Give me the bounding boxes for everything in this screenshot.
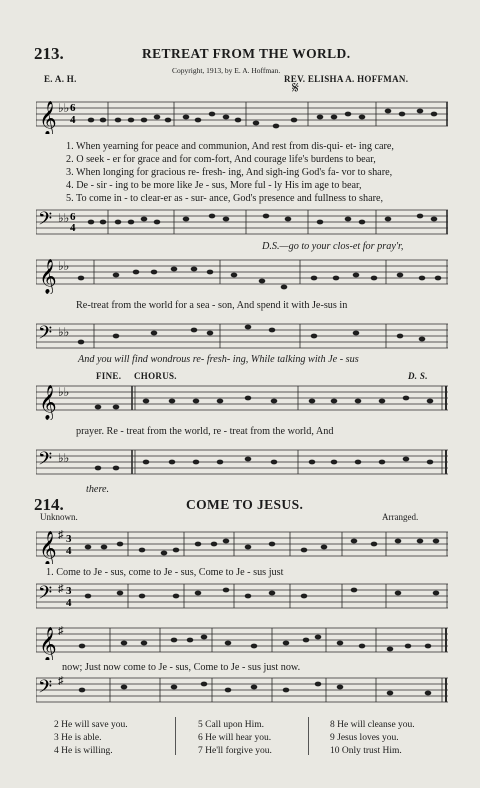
- bass-staff-3: [36, 438, 448, 478]
- line2-lyric: Re-treat from the world for a sea - son, And spend it with Je-sus in: [76, 300, 348, 311]
- svg-text:♭♭: ♭♭: [58, 325, 70, 339]
- stanza-item: 7 He'll forgive you.: [198, 746, 272, 756]
- verse-line-3: 3. When longing for gracious re- fresh- ing, And sigh-ing God's fa- vor to share,: [66, 167, 393, 178]
- svg-text:6: 6: [70, 211, 76, 223]
- music-composer: REV. ELISHA A. HOFFMAN.: [284, 74, 409, 84]
- svg-text:3: 3: [66, 585, 72, 597]
- svg-text:♯: ♯: [58, 583, 64, 595]
- hymn-title: COME TO JESUS.: [186, 497, 304, 512]
- stanza-item: 6 He will hear you.: [198, 733, 272, 743]
- music-arranger: Arranged.: [382, 512, 419, 522]
- stanza-divider: [175, 717, 176, 755]
- bass-clef-icon: 𝄢: [38, 676, 53, 701]
- svg-text:4: 4: [66, 545, 72, 557]
- svg-text:♭♭: ♭♭: [58, 259, 70, 273]
- stanza-item: 9 Jesus loves you.: [330, 733, 399, 743]
- bass-staff-1: [36, 202, 448, 238]
- svg-text:4: 4: [70, 114, 76, 126]
- hymn-number: 214.: [34, 495, 64, 514]
- bass-clef-icon: 𝄢: [38, 582, 53, 607]
- fine-marker: FINE.: [96, 371, 122, 381]
- treble-clef-icon: 𝄞: [39, 386, 57, 419]
- words-author: Unknown.: [40, 512, 78, 522]
- svg-text:4: 4: [70, 222, 76, 234]
- treble-clef-icon: 𝄞: [39, 628, 57, 660]
- stanza-item: 2 He will save you.: [54, 720, 128, 730]
- treble-staff-1: [36, 98, 448, 134]
- hymn-title: RETREAT FROM THE WORLD.: [142, 46, 351, 61]
- bass-staff-2: [36, 312, 448, 352]
- segno-sign: 𝄋: [292, 80, 299, 97]
- stanza-item: 8 He will cleanse you.: [330, 720, 415, 730]
- svg-text:♯: ♯: [58, 675, 64, 687]
- treble-staff-5: [36, 620, 448, 660]
- bass-clef-icon: 𝄢: [38, 448, 53, 473]
- line2-italic-lyric: And you will find wondrous re- fresh- ing, While talking with Je - sus: [78, 354, 359, 365]
- hymn214-line1-lyric: 1. Come to Je - sus, come to Je - sus, Come to Je - sus just: [46, 567, 284, 578]
- bass-clef-icon: 𝄢: [38, 322, 53, 347]
- svg-text:♭♭: ♭♭: [58, 101, 70, 115]
- words-author: E. A. H.: [44, 74, 77, 84]
- ds-marker: D. S.: [408, 371, 428, 381]
- ds-lyric: D.S.—go to your clos-et for pray'r,: [262, 241, 404, 252]
- stanza-item: 3 He is able.: [54, 733, 102, 743]
- chorus-marker: CHORUS.: [134, 371, 177, 381]
- treble-clef-icon: 𝄞: [39, 260, 57, 293]
- stanza-item: 4 He is willing.: [54, 746, 113, 756]
- svg-text:♭♭: ♭♭: [58, 451, 70, 465]
- svg-text:♭♭: ♭♭: [58, 211, 70, 225]
- svg-text:♯: ♯: [58, 625, 64, 637]
- svg-text:4: 4: [66, 597, 72, 609]
- copyright-notice: Copyright, 1913, by E. A. Hoffman.: [172, 66, 281, 75]
- stanza-column-1: [54, 719, 174, 758]
- treble-clef-icon: 𝄞: [39, 532, 57, 564]
- bass-staff-4: [36, 578, 448, 614]
- bass-staff-5: [36, 672, 448, 708]
- treble-staff-2: [36, 254, 448, 294]
- hymn-number: 213.: [34, 44, 64, 63]
- svg-text:6: 6: [70, 102, 76, 114]
- verse-line-4: 4. De - sir - ing to be more like Je - sus, More ful - ly His im age to bear,: [66, 180, 362, 191]
- stanza-divider: [308, 717, 309, 755]
- line3-italic-lyric: there.: [86, 484, 110, 495]
- treble-staff-4: [36, 524, 448, 564]
- svg-text:3: 3: [66, 533, 72, 545]
- verse-line-2: 2. O seek - er for grace and for com-fort, And courage life's burdens to bear,: [66, 154, 376, 165]
- hymn214-line2-lyric: now; Just now come to Je - sus, Come to Je - sus just now.: [62, 662, 301, 673]
- treble-staff-3: [36, 380, 448, 420]
- svg-text:♯: ♯: [58, 529, 64, 541]
- stanza-column-2: [198, 719, 308, 758]
- stanza-column-3: [330, 719, 450, 758]
- bass-clef-icon: 𝄢: [38, 208, 53, 233]
- stanza-item: 5 Call upon Him.: [198, 720, 264, 730]
- verse-line-1: 1. When yearning for peace and communion, And rest from dis-qui- et- ing care,: [66, 141, 394, 152]
- line3-lyric: prayer. Re - treat from the world, re - treat from the world, And: [76, 426, 334, 437]
- verse-line-5: 5. To come in - to clear-er as - sur- ance, God's presence and fullness to share,: [66, 193, 384, 204]
- stanza-item: 10 Only trust Him.: [330, 746, 402, 756]
- svg-text:♭♭: ♭♭: [58, 385, 70, 399]
- treble-clef-icon: 𝄞: [39, 102, 57, 134]
